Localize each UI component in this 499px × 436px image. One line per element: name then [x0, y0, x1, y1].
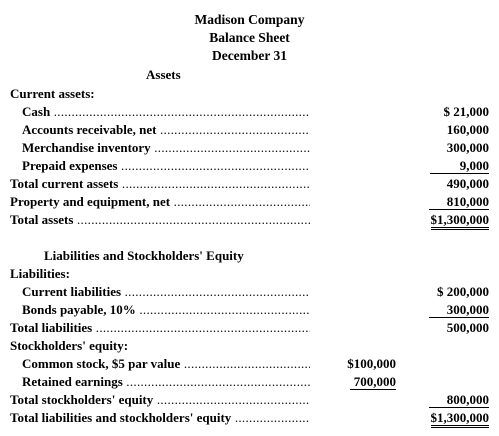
total-equity-row [0, 392, 499, 408]
total-current-assets-row [0, 176, 499, 192]
liabilities-heading: Liabilities: [10, 266, 70, 281]
liability-amount: $ 200,000 [437, 284, 489, 299]
assets-heading: Assets [146, 67, 181, 82]
grand-total-amount: $1,300,000 [431, 411, 490, 428]
equity-label: Common stock, $5 par value ..... [22, 356, 310, 372]
asset-amount: $ 21,000 [443, 104, 489, 119]
asset-label: Prepaid expenses ..... [22, 158, 310, 174]
total-current-assets-amount: 490,000 [446, 176, 489, 191]
liability-label: Bonds payable, 10% ..... [22, 302, 310, 318]
equity-row-common-stock [0, 356, 499, 372]
ppe-row [0, 194, 499, 210]
equity-label: Retained earnings ..... [22, 374, 310, 390]
asset-label: Cash ..... [22, 104, 310, 120]
equity-row-retained-earnings [0, 374, 499, 390]
statement-date: December 31 [211, 48, 288, 63]
total-current-assets-label: Total current assets ..... [10, 176, 310, 192]
grand-total-label: Total liabilities and stockholders' equity ..... [10, 410, 310, 426]
total-liabilities-row [0, 320, 499, 336]
total-assets-label: Total assets ..... [10, 212, 310, 228]
asset-amount: 9,000 [430, 159, 489, 174]
current-assets-heading: Current assets: [10, 86, 95, 101]
asset-label: Accounts receivable, net ..... [22, 122, 310, 138]
equity-amount: 700,000 [350, 375, 396, 390]
asset-label: Merchandise inventory ..... [22, 140, 310, 156]
asset-amount: 160,000 [446, 122, 489, 137]
ppe-label: Property and equipment, net ..... [10, 194, 310, 210]
ppe-amount: 810,000 [429, 195, 489, 210]
asset-row-cash [0, 104, 499, 120]
asset-amount: 300,000 [446, 140, 489, 155]
total-liabilities-amount: 500,000 [446, 320, 489, 335]
total-liabilities-label: Total liabilities ..... [10, 320, 310, 336]
equity-amount: $100,000 [347, 356, 396, 371]
total-equity-label: Total stockholders' equity ..... [10, 392, 310, 408]
liability-row-bonds [0, 302, 499, 318]
liability-label: Current liabilities ..... [22, 284, 310, 300]
total-equity-amount: 800,000 [429, 393, 489, 408]
equity-heading: Stockholders' equity: [10, 338, 129, 353]
statement-title: Balance Sheet [209, 30, 290, 45]
asset-row-receivables [0, 122, 499, 138]
liability-amount: 300,000 [429, 303, 489, 318]
total-assets-amount: $1,300,000 [431, 213, 490, 230]
asset-row-prepaid [0, 158, 499, 174]
liability-row-current [0, 284, 499, 300]
asset-row-inventory [0, 140, 499, 156]
grand-total-row [0, 410, 499, 426]
liabilities-equity-heading: Liabilities and Stockholders' Equity [44, 248, 244, 263]
total-assets-row [0, 212, 499, 228]
company-name: Madison Company [194, 12, 305, 27]
